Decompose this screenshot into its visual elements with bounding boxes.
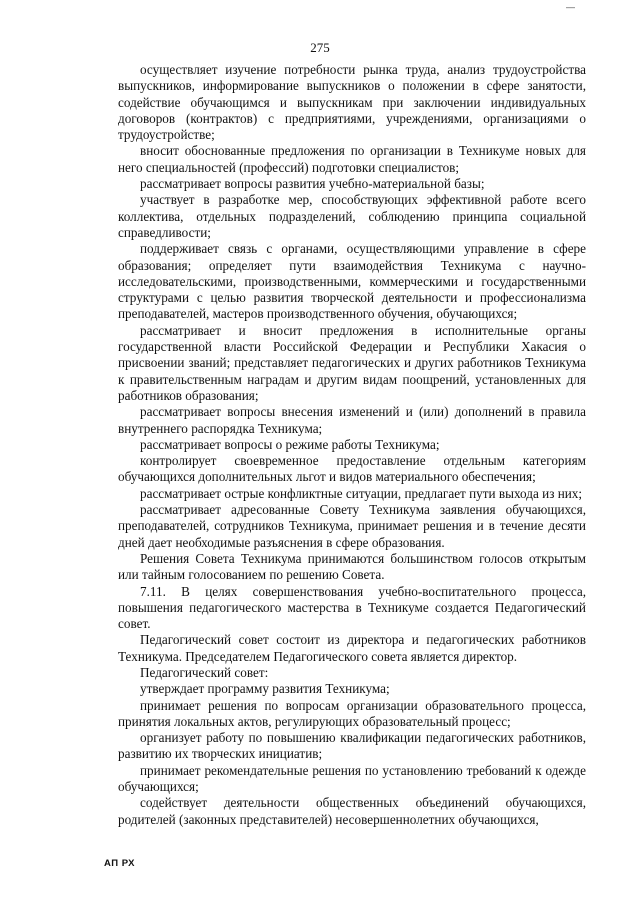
paragraph: Решения Совета Техникума принимаются большинством голосов открытым или тайным голосованием по решению Совета. bbox=[118, 550, 586, 583]
paragraph: содействует деятельности общественных объединений обучающихся, родителей (законных представителей) несовершеннолетних обучающихся, bbox=[118, 795, 586, 827]
paragraph: вносит обоснованные предложения по организации в Техникуме новых для него специальностей (профессий) подготовки специалистов; bbox=[118, 143, 586, 175]
paragraph: рассматривает вопросы внесения изменений и (или) дополнений в правила внутреннего распорядка Техникума; bbox=[118, 404, 586, 436]
paragraph: Педагогический совет: bbox=[140, 664, 269, 680]
section-paragraph: 7.11. В целях совершенствования учебно-воспитательного процесса, повышения педагогического мастерства в Техникуме создается Педагогический совет. bbox=[118, 583, 586, 632]
paragraph: принимает рекомендательные решения по установлению требований к одежде обучающихся; bbox=[118, 762, 586, 795]
paragraph: организует работу по повышению квалификации педагогических работников, развитию их творческих инициатив; bbox=[118, 730, 586, 762]
paragraph: контролирует своевременное предоставление отдельным категориям обучающихся дополнительных льгот и видов материального обеспечения; bbox=[118, 453, 586, 485]
paragraph: рассматривает вопросы о режиме работы Техникума; bbox=[140, 436, 440, 452]
paragraph: принимает решения по вопросам организации образовательного процесса, принятия локальных актов, регулирующих образовательный процесс; bbox=[118, 697, 586, 729]
paragraph: участвует в разработке мер, способствующих эффективной работе всего коллектива, отдельных подразделений, соблюдению принципа социальной справедливости; bbox=[118, 192, 586, 240]
paragraph: рассматривает и вносит предложения в исполнительные органы государственной власти Российской Федерации и Республики Хакасия о присвоении званий; представляет педагогических и других работников Техникума к правительственным наградам и другим видам поощрений, установленных для работников образования; bbox=[118, 322, 586, 403]
paragraph: Педагогический совет состоит из директора и педагогических работников Техникума. Председателем Педагогического совета является директор. bbox=[118, 632, 586, 664]
paragraph: поддерживает связь с органами, осуществляющими управление в сфере образования; определяет пути взаимодействия Техникума с научно-исследовательскими, производственными, коммерческими и государственными структурами с целью развития творческой деятельности и профессионализма преподавателей, мастеров производственного обучения, обучающихся; bbox=[118, 241, 586, 322]
archive-stamp: АП РХ bbox=[104, 858, 136, 869]
paragraph: рассматривает острые конфликтные ситуации, предлагает пути выхода из них; bbox=[140, 485, 583, 501]
paragraph: утверждает программу развития Техникума; bbox=[140, 681, 390, 697]
paragraph: рассматривает адресованные Совету Техникума заявления обучающихся, преподавателей, сотрудников Техникума, принимает решения и в течение десяти дней дает необходимые разъяснения в сфере образования. bbox=[118, 502, 586, 550]
document-body bbox=[118, 62, 586, 828]
corner-mark: — bbox=[566, 2, 575, 12]
page-number: 275 bbox=[310, 40, 330, 55]
paragraph: осуществляет изучение потребности рынка труда, анализ трудоустройства выпускников, информирование выпускников о положении в сфере занятости, содействие обучающимся и выпускникам при заключении индивидуальных договоров (контрактов) с предприятиями, учреждениями, организациями о трудоустройстве; bbox=[118, 62, 586, 143]
paragraph: рассматривает вопросы развития учебно-материальной базы; bbox=[140, 176, 485, 192]
